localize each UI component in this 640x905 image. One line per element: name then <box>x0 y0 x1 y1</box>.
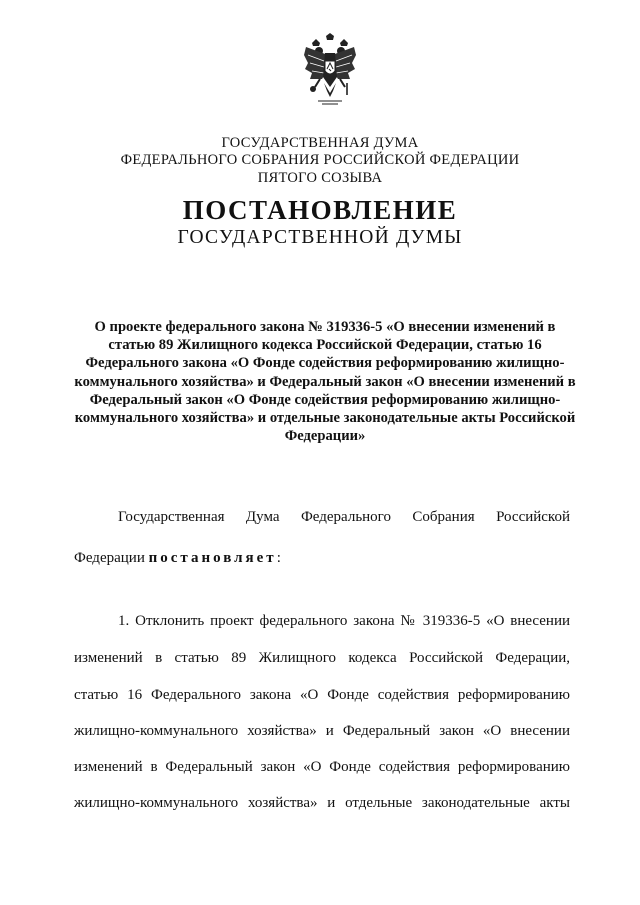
preamble-colon: : <box>276 550 281 566</box>
document-title: ПОСТАНОВЛЕНИЕ <box>182 195 458 225</box>
preamble-text: Федерации <box>74 550 149 566</box>
document-subtitle: ГОСУДАРСТВЕННОЙ ДУМЫ <box>177 227 463 248</box>
item1-line-3: статью 16 Федерального закона «О Фонде содействия реформированию <box>74 687 570 703</box>
issuer-line-3: ПЯТОГО СОЗЫВА <box>257 170 383 186</box>
resolution-subject: О проекте федерального закона № 319336-5 «О внесении изменений в статью 89 Жилищного кодекса Российской Федерации, статью 16 Федерального закона «О Фонде содействия реформированию жилищно-коммунального хозяйства» и Федеральный закон «О внесении изменений в Федеральный закон «О Фонде содействия реформированию жилищно-коммунального хозяйства» и отдельные законодательные акты Российской Федерации» <box>74 319 576 445</box>
item1-line-2: изменений в статью 89 Жилищного кодекса Российской Федерации, <box>74 650 570 666</box>
issuer-line-2: ФЕДЕРАЛЬНОГО СОБРАНИЯ РОССИЙСКОЙ ФЕДЕРАЦИИ <box>120 152 520 168</box>
preamble-verb: постановляет <box>148 550 277 566</box>
issuer-line-1: ГОСУДАРСТВЕННАЯ ДУМА <box>221 135 419 151</box>
item1-line-6: жилищно-коммунального хозяйства» и отдельные законодательные акты <box>74 795 570 811</box>
preamble-line-2 <box>74 550 570 567</box>
coat-of-arms-emblem <box>302 33 358 109</box>
item1-line-1: 1. Отклонить проект федерального закона № 319336-5 «О внесении <box>118 613 570 629</box>
preamble-line-1: Государственная Дума Федерального Собрания Российской <box>118 509 570 525</box>
item1-line-5: изменений в Федеральный закон «О Фонде содействия реформированию <box>74 759 570 775</box>
item1-line-4: жилищно-коммунального хозяйства» и Федеральный закон «О внесении <box>74 723 570 739</box>
